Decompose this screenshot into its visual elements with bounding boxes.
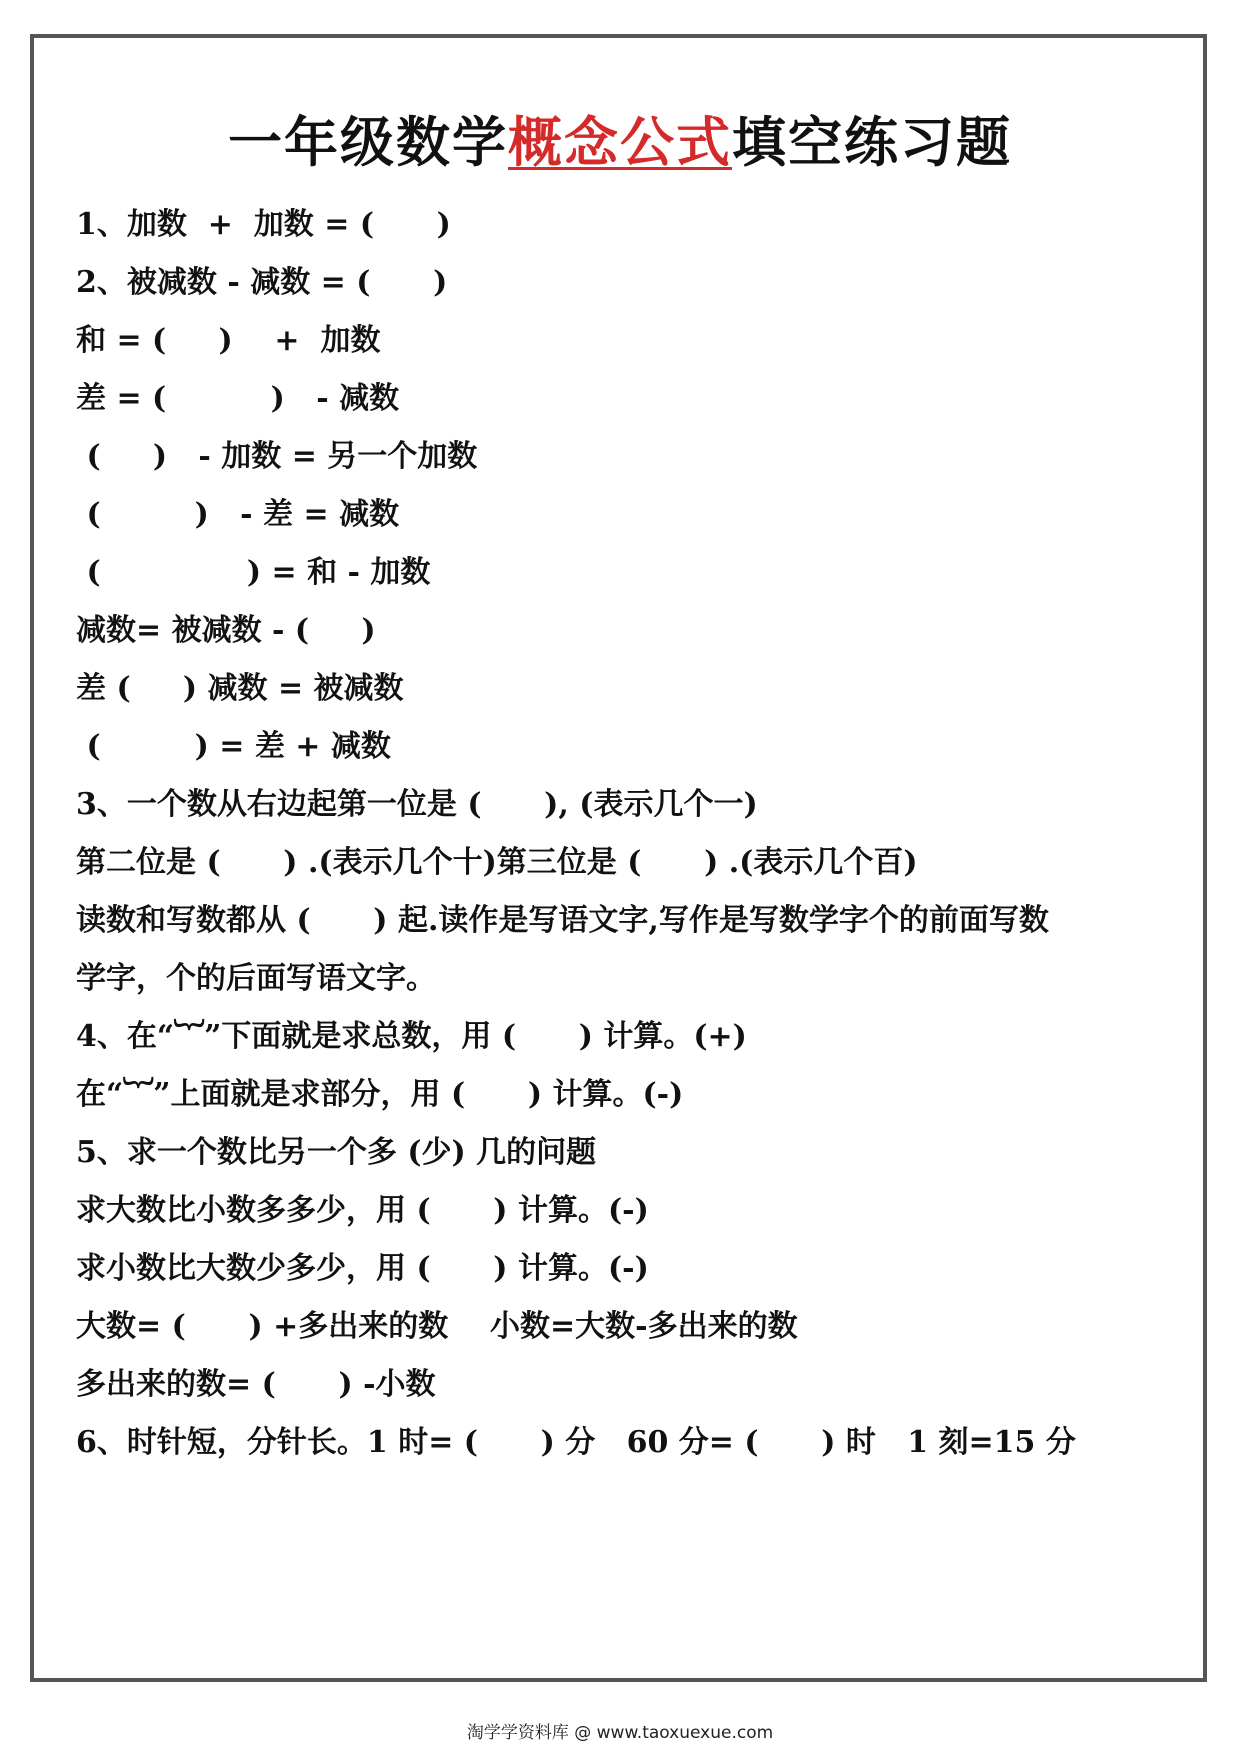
title-highlight: 概念公式 bbox=[508, 110, 732, 174]
question-line: 多出来的数= ( ) -小数 bbox=[76, 1367, 436, 1402]
question-line: 5、求一个数比另一个多 (少) 几的问题 bbox=[76, 1135, 597, 1170]
question-line: 读数和写数都从 ( ) 起.读作是写语文字,写作是写数学字个的前面写数 bbox=[76, 903, 1049, 938]
question-line: 6、时针短，分针长。1 时= ( ) 分 60 分= ( ) 时 1 刻=15 分 bbox=[76, 1425, 1076, 1460]
title-suffix: 填空练习题 bbox=[732, 110, 1012, 174]
question-line: 求小数比大数少多少，用 ( ) 计算。(-) bbox=[76, 1251, 649, 1286]
question-line: 在“︸”上面就是求部分，用 ( ) 计算。(-) bbox=[76, 1077, 684, 1112]
question-line: 和 = ( ) + 加数 bbox=[76, 323, 381, 358]
question-line: ( ) - 加数 = 另一个加数 bbox=[76, 439, 478, 474]
question-line: 第二位是 ( ) .(表示几个十)第三位是 ( ) .(表示几个百) bbox=[76, 845, 918, 880]
question-line: 4、在“︸”下面就是求总数，用 ( ) 计算。(+) bbox=[76, 1019, 747, 1054]
question-line: 大数= ( ) +多出来的数 小数=大数-多出来的数 bbox=[76, 1309, 798, 1344]
question-line: ( ) - 差 = 减数 bbox=[76, 497, 400, 532]
question-line: 求大数比小数多多少，用 ( ) 计算。(-) bbox=[76, 1193, 649, 1228]
question-line: 学字，个的后面写语文字。 bbox=[76, 961, 436, 996]
question-line: 1、加数 + 加数 = ( ) bbox=[76, 207, 451, 242]
question-line: ( ) = 差 + 减数 bbox=[76, 729, 391, 764]
question-line: 减数= 被减数 - ( ) bbox=[76, 613, 376, 648]
question-line: ( ) = 和 - 加数 bbox=[76, 555, 431, 590]
question-line: 3、一个数从右边起第一位是 ( ), (表示几个一) bbox=[76, 787, 758, 822]
title-prefix: 一年级数学 bbox=[228, 110, 508, 174]
question-line: 差 = ( ) - 减数 bbox=[76, 381, 400, 416]
question-line: 2、被减数 - 减数 = ( ) bbox=[76, 265, 448, 300]
question-line: 差 ( ) 减数 = 被减数 bbox=[76, 671, 404, 706]
page-title bbox=[0, 100, 1240, 177]
footer-watermark: 淘学学资料库 @ www.taoxuexue.com bbox=[466, 1723, 774, 1743]
